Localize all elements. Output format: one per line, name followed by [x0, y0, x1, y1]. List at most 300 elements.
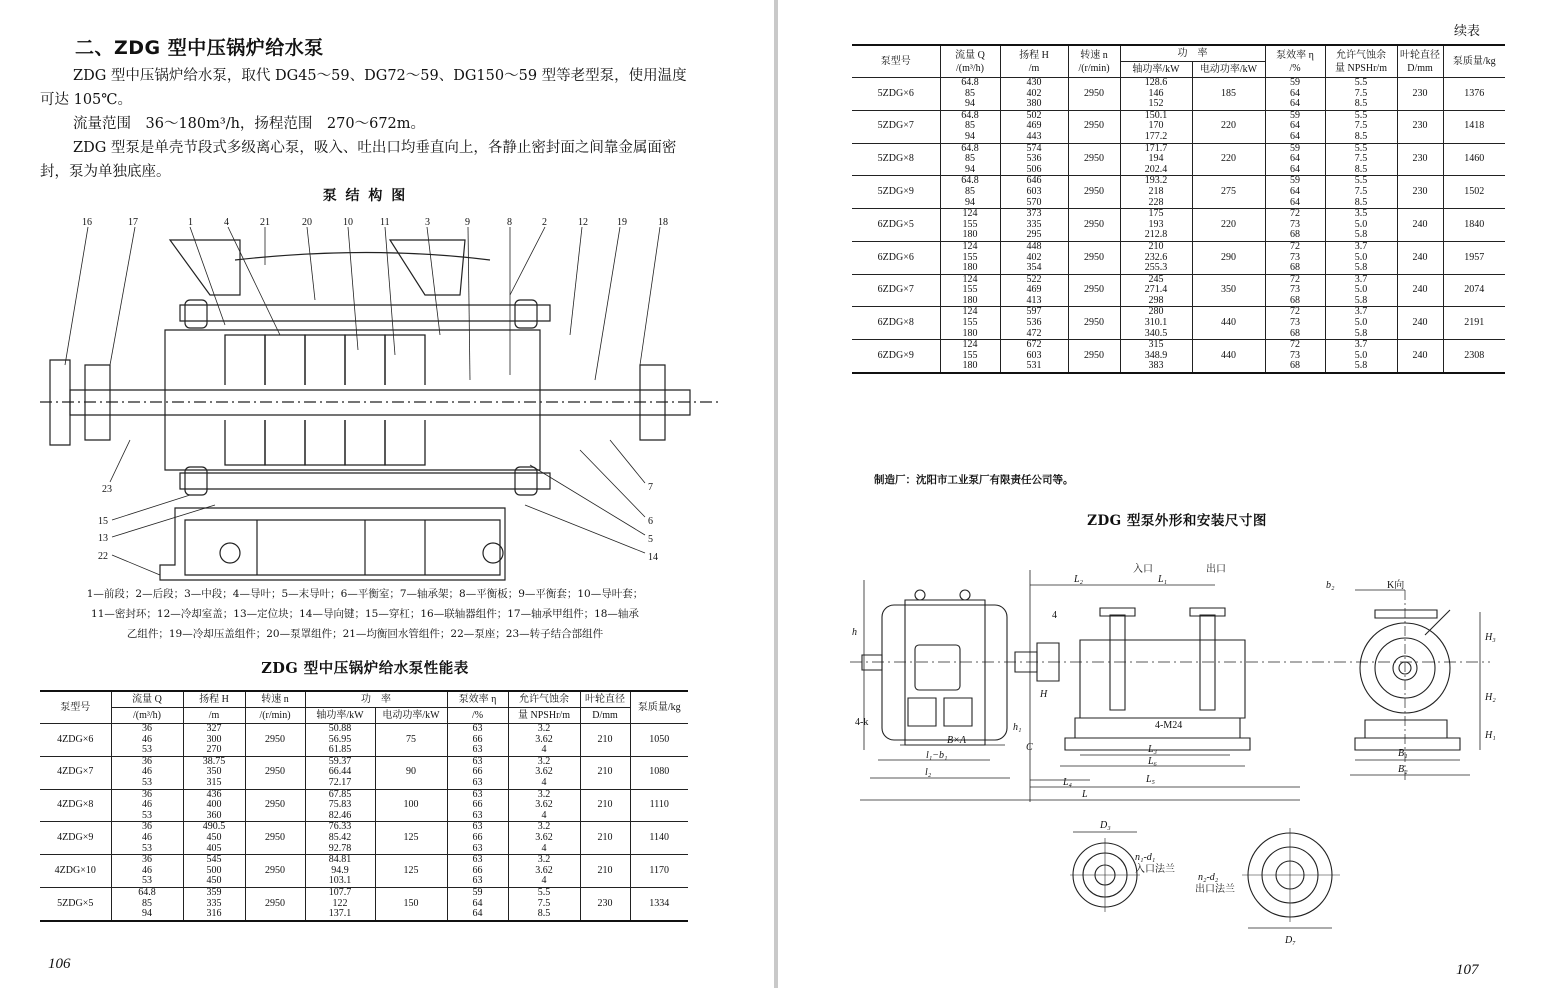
cell-value: 536	[1026, 317, 1042, 329]
cell-value: 124	[962, 208, 978, 220]
svg-text:4: 4	[224, 217, 229, 228]
cell-value: 63	[472, 854, 483, 866]
cell-value: 7.5	[537, 897, 551, 909]
svg-text:1: 1	[188, 217, 193, 228]
cell-npsh	[508, 756, 580, 789]
cell-value: 94	[965, 196, 975, 208]
cell-value: 218	[1148, 185, 1164, 197]
cell-impeller-diameter: 230	[1397, 110, 1443, 143]
cell-value: 72	[1290, 240, 1300, 252]
cell-value: 94.9	[331, 864, 349, 876]
cell-impeller-diameter: 240	[1397, 340, 1443, 373]
cell-value: 3.2	[537, 854, 551, 866]
cell-value: 3.7	[1354, 306, 1368, 318]
cell-efficiency	[447, 822, 508, 855]
cell-value: 122	[332, 897, 348, 909]
cell-value: 72	[1290, 208, 1300, 220]
cell-value: 3.62	[535, 831, 553, 843]
cell-value: 5.0	[1354, 349, 1368, 361]
cell-value: 7.5	[1354, 185, 1368, 197]
cell-value: 72.17	[328, 776, 352, 788]
cell-value: 180	[962, 360, 978, 372]
cell-value: 64	[1290, 196, 1300, 208]
cell-value: 64	[1290, 163, 1300, 175]
cell-motor-power: 100	[375, 789, 447, 822]
cell-value: 7.5	[1354, 87, 1368, 99]
svg-text:D₇: D₇	[1285, 935, 1296, 946]
cell-value: 3.62	[535, 864, 553, 876]
cell-value: 5.5	[1354, 175, 1368, 187]
inlet-label: 入口	[1133, 564, 1153, 575]
structure-legend	[40, 584, 690, 644]
cell-model: 6ZDG×7	[852, 274, 940, 307]
cell-flow	[111, 887, 183, 920]
cell-value: 124	[962, 273, 978, 285]
cell-value: 232.6	[1144, 251, 1168, 263]
svg-text:21: 21	[260, 217, 270, 228]
cell-shaft-power	[305, 887, 375, 920]
cell-head	[1000, 176, 1068, 209]
cell-speed: 2950	[245, 822, 305, 855]
cell-value: 3.2	[537, 723, 551, 734]
cell-value: 94	[965, 163, 975, 175]
cell-value: 61.85	[328, 744, 352, 756]
svg-text:4: 4	[1052, 610, 1057, 621]
svg-text:C: C	[1026, 742, 1033, 753]
manufacturer-note: 制造厂：沈阳市工业泵厂有限责任公司等。	[874, 474, 1074, 486]
header-model: 泵型号	[40, 691, 111, 724]
cell-flow	[940, 340, 1000, 373]
left-page	[0, 0, 774, 988]
table-row	[852, 78, 1505, 111]
cell-value: 64.8	[961, 77, 979, 88]
cell-value: 53	[142, 776, 152, 788]
header-power: 功 率	[1120, 45, 1265, 62]
cell-motor-power: 90	[375, 756, 447, 789]
cell-value: 63	[472, 842, 483, 854]
table-row	[852, 340, 1505, 373]
cell-value: 245	[1148, 273, 1164, 285]
svg-text:20: 20	[302, 217, 312, 228]
header-model: 泵型号	[852, 45, 940, 78]
cell-efficiency	[447, 887, 508, 920]
cell-value: 280	[1148, 306, 1164, 318]
cell-value: 64	[472, 897, 483, 909]
installation-dimension-drawing	[850, 560, 1510, 960]
cell-impeller-diameter: 210	[580, 724, 630, 757]
cell-flow	[111, 756, 183, 789]
table-row	[40, 855, 688, 888]
cell-head	[1000, 143, 1068, 176]
cell-value: 63	[472, 788, 483, 800]
cell-speed: 2950	[245, 855, 305, 888]
cell-efficiency	[447, 724, 508, 757]
cell-value: 5.5	[1354, 142, 1368, 154]
cell-value: 7.5	[1354, 120, 1368, 132]
cell-value: 430	[1026, 77, 1042, 88]
cell-value: 59	[1290, 77, 1300, 88]
cell-model: 5ZDG×9	[852, 176, 940, 209]
cell-value: 68	[1290, 294, 1300, 306]
cell-value: 8.5	[537, 908, 551, 920]
cell-shaft-power	[305, 724, 375, 757]
cell-mass: 1170	[630, 855, 688, 888]
cell-npsh	[1325, 209, 1397, 242]
cell-value: 5.8	[1354, 229, 1368, 241]
cell-value: 94	[965, 98, 975, 110]
cell-value: 506	[1026, 163, 1042, 175]
cell-value: 53	[142, 875, 152, 887]
cell-value: 103.1	[328, 875, 352, 887]
cell-value: 53	[142, 744, 152, 756]
cell-model: 5ZDG×8	[852, 143, 940, 176]
cell-motor-power: 220	[1192, 110, 1265, 143]
k-view-label: K向	[1387, 580, 1405, 591]
cell-value: 64.8	[961, 109, 979, 121]
cell-value: 63	[472, 744, 483, 756]
legend-line: 11—密封环；12—冷却室盖；13—定位块；14—导向键；15—穿杠；16—联轴器组件；17—轴承甲组件；18—轴承	[91, 608, 639, 620]
cell-value: 177.2	[1144, 130, 1168, 142]
cell-value: 327	[206, 723, 222, 734]
cell-mass: 1110	[630, 789, 688, 822]
header-motor-power: 电动功率/kW	[375, 708, 447, 724]
header-shaft-power: 轴功率/kW	[1120, 62, 1192, 78]
svg-text:2: 2	[542, 217, 547, 228]
cell-impeller-diameter: 210	[580, 855, 630, 888]
cell-speed: 2950	[1068, 110, 1120, 143]
cell-value: 85	[965, 185, 975, 197]
cell-value: 310.1	[1144, 317, 1168, 329]
cell-efficiency	[1265, 110, 1325, 143]
cell-efficiency	[1265, 307, 1325, 340]
cell-model: 5ZDG×6	[852, 78, 940, 111]
cell-value: 63	[472, 875, 483, 887]
cell-value: 155	[962, 284, 978, 296]
cell-value: 4	[541, 744, 547, 756]
cell-value: 124	[962, 306, 978, 318]
svg-text:23: 23	[102, 484, 112, 495]
cell-value: 137.1	[328, 908, 352, 920]
cell-value: 94	[142, 908, 152, 920]
cell-efficiency	[1265, 176, 1325, 209]
cell-value: 603	[1026, 349, 1042, 361]
cell-value: 502	[1026, 109, 1042, 121]
svg-text:L₆: L₆	[1148, 756, 1158, 767]
header-npsh: 允许气蚀余	[508, 691, 580, 708]
svg-text:L: L	[1082, 789, 1088, 800]
svg-text:n₁-d₁: n₁-d₁	[1135, 852, 1156, 863]
cell-value: 3.7	[1354, 240, 1368, 252]
cell-value: 124	[962, 339, 978, 351]
table-row	[40, 789, 688, 822]
cell-value: 359	[206, 886, 222, 898]
cell-efficiency	[1265, 274, 1325, 307]
cell-value: 107.7	[328, 886, 352, 898]
table-row	[852, 176, 1505, 209]
legend-line: 1—前段；2—后段；3—中段；4—导叶；5—末导叶；6—平衡室；7—轴承架；8—平衡板；9—平衡套；10—导叶套；	[86, 588, 644, 600]
table-row	[852, 143, 1505, 176]
cell-motor-power: 185	[1192, 78, 1265, 111]
cell-value: 4	[541, 809, 547, 821]
install-figure-title: ZDG 型泵外形和安装尺寸图	[1087, 513, 1267, 529]
cell-value: 3.2	[537, 755, 551, 767]
cell-shaft-power	[305, 855, 375, 888]
cell-model: 4ZDG×7	[40, 756, 111, 789]
cell-value: 193	[1148, 218, 1164, 230]
table-row	[852, 209, 1505, 242]
svg-text:b₂: b₂	[1326, 580, 1335, 591]
header-npsh-unit: 量 NPSHr/m	[508, 708, 580, 724]
cell-value: 402	[1026, 87, 1042, 99]
cell-model: 4ZDG×9	[40, 822, 111, 855]
cell-efficiency	[447, 756, 508, 789]
cell-value: 72	[1290, 273, 1300, 285]
cell-model: 4ZDG×10	[40, 855, 111, 888]
cell-value: 85	[965, 153, 975, 165]
svg-text:8: 8	[507, 217, 512, 228]
table-row	[852, 241, 1505, 274]
cell-value: 175	[1148, 208, 1164, 220]
cell-mass: 2074	[1443, 274, 1505, 307]
cell-value: 84.81	[328, 854, 352, 866]
table-row	[852, 274, 1505, 307]
cell-value: 73	[1290, 284, 1300, 296]
header-impeller-unit: D/mm	[580, 708, 630, 724]
svg-text:15: 15	[98, 516, 108, 527]
cell-value: 574	[1026, 142, 1042, 154]
cell-head	[1000, 209, 1068, 242]
header-flow-unit: /(m³/h)	[111, 708, 183, 724]
cell-mass: 1502	[1443, 176, 1505, 209]
svg-text:14: 14	[648, 552, 658, 563]
cell-npsh	[1325, 143, 1397, 176]
cell-impeller-diameter: 210	[580, 789, 630, 822]
svg-text:19: 19	[617, 217, 627, 228]
cell-value: 124	[962, 240, 978, 252]
cell-npsh	[508, 789, 580, 822]
cell-mass: 1140	[630, 822, 688, 855]
cell-value: 72	[1290, 306, 1300, 318]
cell-value: 316	[206, 908, 222, 920]
cell-model: 6ZDG×6	[852, 241, 940, 274]
cell-value: 64.8	[961, 175, 979, 187]
cell-head	[183, 822, 245, 855]
cell-value: 5.8	[1354, 262, 1368, 274]
cell-value: 300	[206, 733, 222, 745]
cell-value: 5.0	[1354, 284, 1368, 296]
cell-value: 5.5	[537, 886, 551, 898]
svg-text:L₂: L₂	[1074, 574, 1084, 585]
cell-efficiency	[447, 855, 508, 888]
cell-speed: 2950	[1068, 143, 1120, 176]
right-page	[778, 0, 1553, 988]
cell-speed: 2950	[1068, 209, 1120, 242]
page-number-right: 107	[1456, 962, 1479, 978]
cell-head	[183, 756, 245, 789]
cell-mass: 1080	[630, 756, 688, 789]
svg-text:6: 6	[648, 516, 653, 527]
cell-npsh	[1325, 241, 1397, 274]
svg-text:7: 7	[648, 482, 653, 493]
svg-text:H: H	[1040, 689, 1048, 700]
cell-value: 443	[1026, 130, 1042, 142]
cell-value: 4	[541, 875, 547, 887]
cell-shaft-power	[305, 789, 375, 822]
cell-motor-power: 290	[1192, 241, 1265, 274]
cell-value: 73	[1290, 251, 1300, 263]
cell-head	[183, 724, 245, 757]
cell-value: 64	[1290, 98, 1300, 110]
cell-shaft-power	[1120, 78, 1192, 111]
cell-flow	[940, 209, 1000, 242]
cell-value: 56.95	[328, 733, 352, 745]
cell-value: 490.5	[202, 821, 226, 833]
header-head: 扬程 H /m	[1000, 45, 1068, 78]
table-row	[40, 887, 688, 920]
cell-value: 73	[1290, 317, 1300, 329]
cell-value: 59	[1290, 109, 1300, 121]
svg-text:L₄: L₄	[1063, 777, 1073, 788]
svg-text:h₁: h₁	[1013, 722, 1022, 733]
cell-value: 92.78	[328, 842, 352, 854]
cell-head	[1000, 274, 1068, 307]
cell-impeller-diameter: 230	[1397, 143, 1443, 176]
cell-value: 68	[1290, 262, 1300, 274]
cell-value: 128.6	[1144, 77, 1168, 88]
cell-impeller-diameter: 210	[580, 822, 630, 855]
cell-shaft-power	[1120, 241, 1192, 274]
cell-value: 315	[206, 776, 222, 788]
cell-value: 63	[472, 821, 483, 833]
cell-value: 64	[1290, 185, 1300, 197]
cell-npsh	[1325, 110, 1397, 143]
cell-head	[1000, 241, 1068, 274]
cell-efficiency	[1265, 340, 1325, 373]
cell-flow	[940, 176, 1000, 209]
svg-text:H₂: H₂	[1485, 692, 1496, 703]
header-mass: 泵质量/kg	[1443, 45, 1505, 78]
cell-flow	[111, 789, 183, 822]
svg-text:22: 22	[98, 551, 108, 562]
header-impeller: 叶轮直径 D/mm	[1397, 45, 1443, 78]
cell-speed: 2950	[245, 887, 305, 920]
cell-value: 210	[1148, 240, 1164, 252]
cell-flow	[940, 307, 1000, 340]
cell-flow	[940, 241, 1000, 274]
cell-value: 64	[472, 908, 483, 920]
header-speed: 转速 n /(r/min)	[1068, 45, 1120, 78]
performance-table-continued	[852, 44, 1505, 374]
cell-value: 68	[1290, 327, 1300, 339]
cell-value: 8.5	[1354, 130, 1368, 142]
header-power: 功 率	[305, 691, 447, 708]
cell-motor-power: 275	[1192, 176, 1265, 209]
cell-value: 46	[142, 831, 152, 843]
table-row	[40, 724, 688, 757]
cell-head	[1000, 340, 1068, 373]
cell-value: 255.3	[1144, 262, 1168, 274]
cell-model: 5ZDG×5	[40, 887, 111, 920]
table-row	[40, 822, 688, 855]
header-head: 扬程 H	[183, 691, 245, 708]
cell-impeller-diameter: 240	[1397, 274, 1443, 307]
cell-value: 68	[1290, 229, 1300, 241]
cell-npsh	[1325, 176, 1397, 209]
cell-value: 380	[1026, 98, 1042, 110]
performance-table	[40, 690, 688, 922]
cell-value: 67.85	[328, 788, 352, 800]
cell-value: 212.8	[1144, 229, 1168, 241]
cell-model: 6ZDG×5	[852, 209, 940, 242]
svg-text:17: 17	[128, 217, 138, 228]
cell-value: 155	[962, 251, 978, 263]
cell-value: 38.75	[202, 755, 226, 767]
cell-value: 171.7	[1144, 142, 1168, 154]
cell-value: 5.0	[1354, 317, 1368, 329]
cell-motor-power: 350	[1192, 274, 1265, 307]
cell-value: 64	[1290, 130, 1300, 142]
cell-value: 8.5	[1354, 163, 1368, 175]
cell-value: 348.9	[1144, 349, 1168, 361]
range-paragraph: 流量范围 36～180m³/h，扬程范围 270～672m。	[73, 116, 426, 132]
cell-motor-power: 75	[375, 724, 447, 757]
cell-impeller-diameter: 240	[1397, 209, 1443, 242]
cell-shaft-power	[305, 822, 375, 855]
cell-value: 340.5	[1144, 327, 1168, 339]
cell-value: 8.5	[1354, 98, 1368, 110]
cell-shaft-power	[1120, 274, 1192, 307]
cell-shaft-power	[305, 756, 375, 789]
header-speed: 转速 n	[245, 691, 305, 708]
cell-value: 68	[1290, 360, 1300, 372]
cell-npsh	[1325, 274, 1397, 307]
cell-value: 383	[1148, 360, 1164, 372]
cell-value: 5.5	[1354, 77, 1368, 88]
cell-value: 202.4	[1144, 163, 1168, 175]
header-impeller: 叶轮直径	[580, 691, 630, 708]
cell-npsh	[508, 855, 580, 888]
cell-value: 603	[1026, 185, 1042, 197]
cell-head	[183, 855, 245, 888]
cell-head	[1000, 307, 1068, 340]
cell-value: 295	[1026, 229, 1042, 241]
cell-value: 155	[962, 317, 978, 329]
cell-value: 271.4	[1144, 284, 1168, 296]
cell-motor-power: 220	[1192, 143, 1265, 176]
header-speed-unit: /(r/min)	[245, 708, 305, 724]
cell-value: 63	[472, 809, 483, 821]
table-row	[40, 756, 688, 789]
cell-speed: 2950	[245, 756, 305, 789]
cell-value: 5.0	[1354, 251, 1368, 263]
cell-value: 66	[472, 831, 483, 843]
cell-motor-power: 220	[1192, 209, 1265, 242]
cell-value: 63	[472, 723, 483, 734]
cell-value: 3.2	[537, 821, 551, 833]
cell-value: 94	[965, 130, 975, 142]
cell-flow	[940, 274, 1000, 307]
cell-efficiency	[1265, 143, 1325, 176]
cell-value: 5.8	[1354, 360, 1368, 372]
cell-value: 193.2	[1144, 175, 1168, 187]
cell-value: 66	[472, 733, 483, 745]
cell-value: 354	[1026, 262, 1042, 274]
cell-value: 36	[142, 723, 152, 734]
cell-mass: 1957	[1443, 241, 1505, 274]
cell-efficiency	[1265, 209, 1325, 242]
cell-value: 3.7	[1354, 273, 1368, 285]
pump-structure-drawing	[40, 205, 720, 585]
